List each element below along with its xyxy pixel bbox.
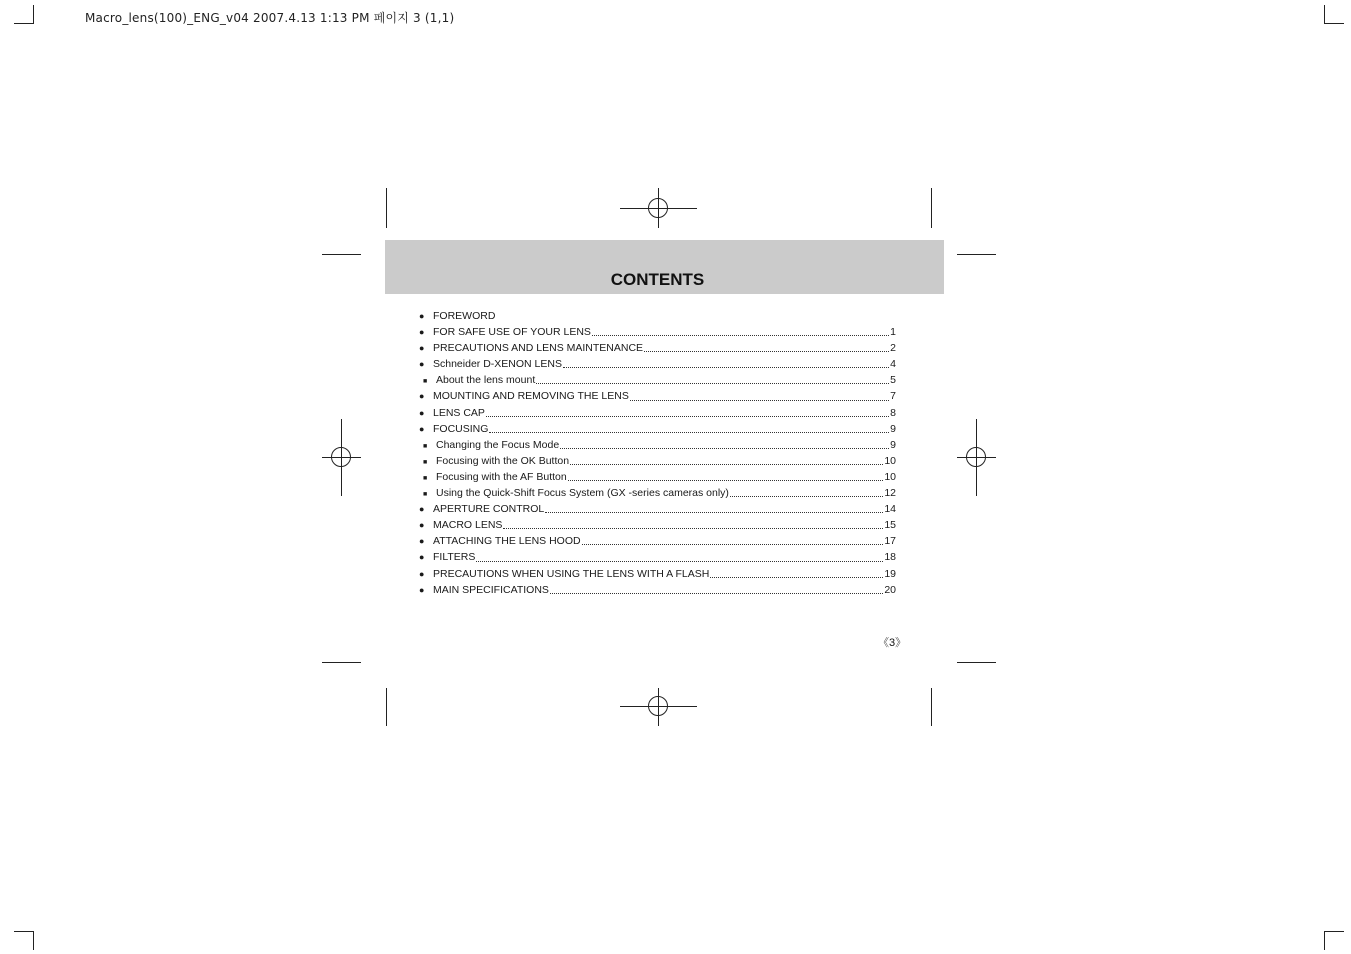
toc-entry-label: LENS CAP	[433, 406, 485, 419]
toc-entry-page: 19	[884, 567, 896, 580]
toc-entry	[419, 324, 896, 340]
toc-entry-label: ATTACHING THE LENS HOOD	[433, 535, 581, 548]
toc-entry-label: PRECAUTIONS AND LENS MAINTENANCE	[433, 342, 644, 355]
toc-subentry	[419, 485, 896, 501]
toc-entry-label: FOR SAFE USE OF YOUR LENS	[433, 326, 591, 339]
toc-entry-page: 10	[884, 454, 896, 467]
toc-entry	[419, 501, 896, 517]
toc-subentry	[419, 372, 896, 388]
toc-entry-page: 9	[890, 438, 896, 451]
toc-subentry	[419, 437, 896, 453]
toc-entry	[419, 356, 896, 372]
toc-entry-page: 8	[890, 406, 896, 419]
toc-entry-page: 4	[890, 358, 896, 371]
toc-entry-label: Using the Quick-Shift Focus System (GX -series cameras only)	[436, 487, 729, 500]
circle-bullet-icon: ●	[419, 568, 425, 579]
toc-entry-page: 2	[890, 342, 896, 355]
dot-leader	[730, 495, 883, 497]
circle-bullet-icon: ●	[419, 552, 425, 563]
toc-entry	[419, 308, 896, 324]
toc-entry-page: 5	[890, 374, 896, 387]
toc-entry-label: Focusing with the AF Button	[436, 470, 567, 483]
circle-bullet-icon: ●	[419, 536, 425, 547]
toc-entry-label: About the lens mount	[436, 374, 536, 387]
toc-entry-page: 20	[884, 583, 896, 596]
circle-bullet-icon: ●	[419, 359, 425, 370]
toc-subentry	[419, 469, 896, 485]
toc-entry-label: MACRO LENS	[433, 519, 503, 532]
toc-entry-label: Schneider D-XENON LENS	[433, 358, 562, 371]
toc-entry-label: MAIN SPECIFICATIONS	[433, 583, 549, 596]
square-bullet-icon: ■	[423, 474, 428, 482]
print-slug: Macro_lens(100)_ENG_v04 2007.4.13 1:13 PM 페이지 3 (1,1)	[85, 11, 455, 25]
toc-entry-page: 17	[884, 535, 896, 548]
toc-entry-page: 15	[884, 519, 896, 532]
toc-entry-label: FOCUSING	[433, 422, 489, 435]
dot-leader	[545, 511, 883, 513]
circle-bullet-icon: ●	[419, 327, 425, 338]
toc-entry-label: APERTURE CONTROL	[433, 503, 545, 516]
toc-entry	[419, 340, 896, 356]
toc-entry	[419, 421, 896, 437]
toc-entry	[419, 582, 896, 598]
toc-entry	[419, 549, 896, 565]
page-number: 《3》	[878, 637, 907, 649]
toc-entry-label: MOUNTING AND REMOVING THE LENS	[433, 390, 629, 403]
circle-bullet-icon: ●	[419, 391, 425, 402]
dot-leader	[536, 382, 889, 384]
toc-entry-page: 9	[890, 422, 896, 435]
toc-entry-page: 18	[884, 551, 896, 564]
dot-leader	[486, 415, 889, 417]
dot-leader	[592, 334, 889, 336]
dot-leader	[630, 399, 889, 401]
toc-subentry	[419, 453, 896, 469]
toc-entry-page: 1	[890, 326, 896, 339]
square-bullet-icon: ■	[423, 491, 428, 499]
dot-leader	[644, 350, 889, 352]
toc-entry-label: FILTERS	[433, 551, 476, 564]
circle-bullet-icon: ●	[419, 584, 425, 595]
square-bullet-icon: ■	[423, 378, 428, 386]
circle-bullet-icon: ●	[419, 343, 425, 354]
toc-entry	[419, 517, 896, 533]
circle-bullet-icon: ●	[419, 504, 425, 515]
toc-entry	[419, 566, 896, 582]
circle-bullet-icon: ●	[419, 407, 425, 418]
circle-bullet-icon: ●	[419, 520, 425, 531]
page-title: CONTENTS	[610, 270, 705, 289]
square-bullet-icon: ■	[423, 442, 428, 450]
dot-leader	[568, 479, 884, 481]
toc-entry-page: 10	[884, 470, 896, 483]
toc-entry	[419, 405, 896, 421]
dot-leader	[476, 560, 883, 562]
circle-bullet-icon: ●	[419, 311, 425, 321]
square-bullet-icon: ■	[423, 458, 428, 466]
dot-leader	[550, 592, 883, 594]
dot-leader	[582, 543, 884, 545]
table-of-contents	[419, 308, 896, 598]
dot-leader	[563, 366, 889, 368]
toc-entry-page: 7	[890, 390, 896, 403]
dot-leader	[570, 463, 883, 465]
toc-entry-page: 12	[884, 487, 896, 500]
toc-entry	[419, 533, 896, 549]
toc-entry-label: Focusing with the OK Button	[436, 454, 570, 467]
circle-bullet-icon: ●	[419, 423, 425, 434]
toc-entry-page: 14	[884, 503, 896, 516]
toc-entry-label: FOREWORD	[433, 310, 496, 322]
toc-entry	[419, 388, 896, 404]
dot-leader	[560, 447, 889, 449]
dot-leader	[489, 431, 889, 433]
toc-entry-label: PRECAUTIONS WHEN USING THE LENS WITH A FLASH	[433, 567, 710, 580]
dot-leader	[503, 527, 883, 529]
dot-leader	[710, 576, 883, 578]
toc-entry-label: Changing the Focus Mode	[436, 438, 560, 451]
